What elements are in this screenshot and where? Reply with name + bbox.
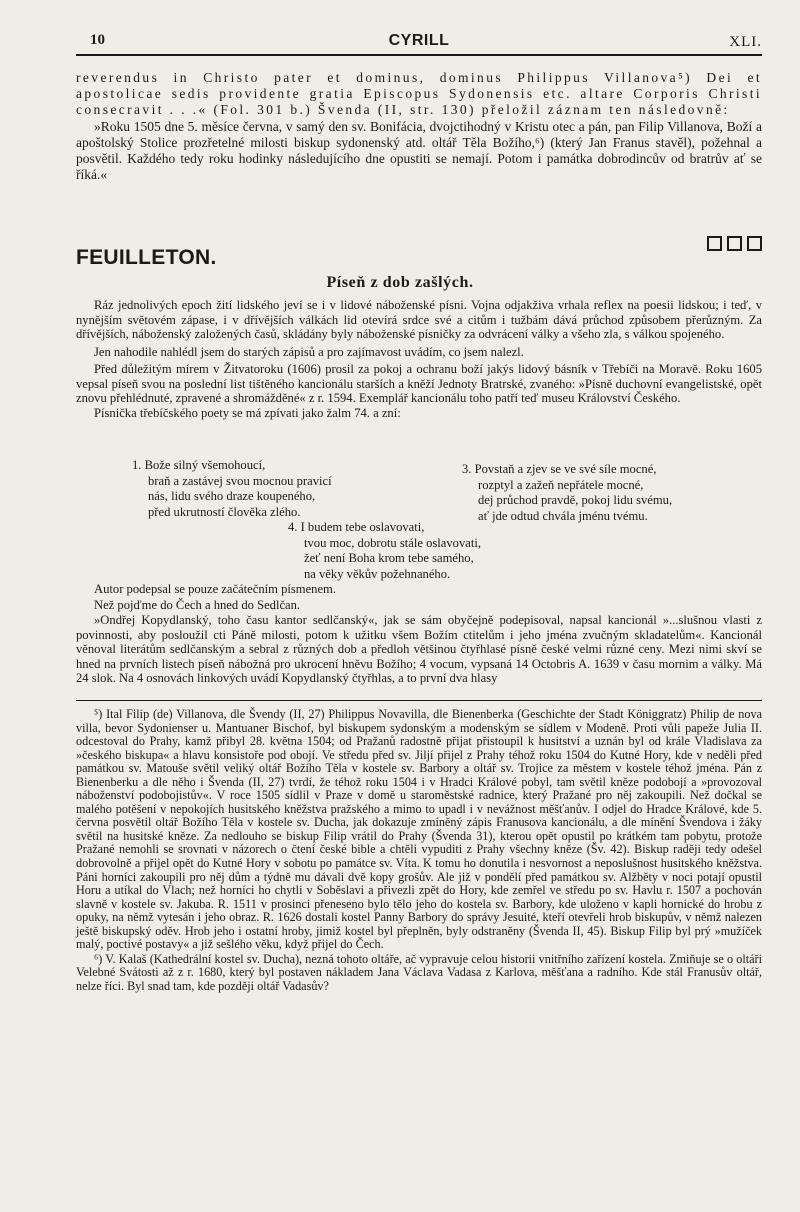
intro-paragraph: Jen nahodile nahlédl jsem do starých zápisů a pro zajímavost uvádím, co jsem nalezl. bbox=[94, 344, 524, 359]
ornament-box bbox=[727, 236, 742, 251]
verse-4 bbox=[288, 520, 481, 582]
verse-1 bbox=[132, 458, 332, 520]
verse-line: 3. Povstaň a zjev se ve své síle mocné, bbox=[462, 462, 657, 476]
page-header bbox=[76, 32, 762, 54]
body-paragraph: Než pojďme do Čech a hned do Sedlčan. bbox=[94, 597, 301, 612]
verse-line: 1. Bože silný všemohoucí, bbox=[132, 458, 266, 472]
body-paragraph: »Ondřej Kopydlanský, toho času kantor sedlčanský«, jak se sám obyčejně podepisoval, napsal kancionál »...slušnou vlasti z povinnosti, aby posloužil cti Páně milosti, potom k užitku všem Božím ctitelům i jeho jména zvučným skladatelům«. Kancionál věnoval literátům sedlčanským a sebral z různých dob a předloh většinou čtyřhlasé písně české velmi různé ceny. Mezi nimi skví se hned na prvních listech píseň nábožná pro ukrocení hněvu Božího; 4 vocum, vypsaná 14 Octobris A. 1639 v času mornim a války. Má 24 slok. Na 4 osnovách linkových uvádí Kopydlanský čtyřhlas, a to první dva hlasy bbox=[76, 613, 762, 685]
footnotes bbox=[76, 708, 762, 993]
verse-line: nás, lidu svého draze koupeného, bbox=[148, 489, 316, 503]
verse-line: tvou moc, dobrotu stále oslavovati, bbox=[304, 535, 481, 550]
top-text bbox=[76, 70, 762, 183]
verse-line: před ukrutností člověka zlého. bbox=[148, 504, 301, 519]
footnote-divider bbox=[76, 700, 762, 701]
article-title: Píseň z dob zašlých. bbox=[326, 274, 474, 291]
verse-line: dej průchod pravdě, pokoj lidu svému, bbox=[478, 493, 673, 507]
verse-line: 4. I budem tebe oslavovati, bbox=[288, 520, 425, 534]
body-paragraph: Autor podepsal se pouze začátečním písmenem. bbox=[94, 582, 336, 596]
article-continuation bbox=[76, 582, 762, 686]
verse-line: braň a zastávej svou mocnou pravicí bbox=[148, 473, 332, 488]
verse-3 bbox=[462, 462, 672, 524]
ornament-boxes bbox=[707, 236, 762, 251]
footnote-6: ⁶) V. Kalaš (Kathedrální kostel sv. Ducha), nezná tohoto oltáře, ač vypravuje celou historii vnitřního zařízení kostela. Zmiňuje se o oltáři Velebné Svátosti až z r. 1680, který byl postaven nákladem Jana Václava Vadasa z Karlova, měšťana a radního. Kde stál Franusův oltář, nelze říci. Byl snad tam, kde později oltář Vadasův? bbox=[76, 951, 762, 993]
running-title: CYRILL bbox=[388, 32, 450, 49]
ornament-box bbox=[747, 236, 762, 251]
volume-number: XLI. bbox=[729, 34, 762, 50]
header-rule bbox=[76, 54, 762, 56]
verse-line: ať jde odtud chvála jménu tvému. bbox=[478, 508, 648, 523]
verse-line: na věky věkův požehnaného. bbox=[304, 566, 451, 581]
intro-paragraph: Ráz jednolivých epoch žití lidského jeví se i v lidové náboženské písni. Vojna odjakživa vrhala reflex na poesii lidskou; i teď, v nynějším světovém zápase, i v dřívějších válkách lid otevírá srdce své a citům i tužbám dává průchod způsobem přerůzným. Za dřívějších, náboženský založených časů, skládány byly náboženské písničky za odvrácení války a všeho zla, s válkou spojeného. bbox=[76, 298, 762, 341]
verse-line: rozptyl a zažeň nepřátele mocné, bbox=[478, 477, 644, 492]
page-number: 10 bbox=[90, 32, 105, 48]
article-intro bbox=[76, 298, 762, 420]
ornament-box bbox=[707, 236, 722, 251]
latin-inscription: reverendus in Christo pater et dominus, dominus Philippus Villanova⁵) Dei et apostolicae sedis providente gratia Episcopus Sydonensis etc. altare Corporis Christi consecravit . . .« (Fol. 301 b.) Švenda (II, str. 130) přeložil záznam ten následovně: bbox=[76, 70, 762, 117]
verse-line: žeť není Boha krom tebe samého, bbox=[304, 551, 474, 565]
section-heading: FEUILLETON. bbox=[76, 246, 217, 269]
intro-paragraph: Před důležitým mírem v Žitvatoroku (1606) prosil za pokoj a ochranu boží jakýs lidový básník v Třebíči na Moravě. Roku 1605 vepsal píseň svou na poslední list tištěného kancionálu starších a kněží Jednoty Bratrské, zvaného: »Písně duchovní evangelistské, opět znovu přehlédnuté, zpravené a shromážděné« z r. 1594. Exemplář kancionálu toho patří teď museu Království Českého. bbox=[76, 362, 762, 405]
translation-paragraph: »Roku 1505 dne 5. měsíce června, v samý den sv. Bonifácia, dvojctihodný v Kristu otec a pán, pan Filip Villanova, Boží a apoštolský Stolice prozřetelné milosti biskup sydonenský atd. oltář Těla Božího,⁶) (který Jan Franus stavěl), požehnal a posvětil. Každého tedy roku hodinky následujícího dne opustiti se nemají. Potom i památka dobrodincův od bratrův ať se říká.« bbox=[76, 119, 762, 182]
intro-paragraph: Písnička třebíčského poety se má zpívati jako žalm 74. a zní: bbox=[94, 405, 401, 420]
footnote-5: ⁵) Ital Filip (de) Villanova, dle Švendy (II, 27) Philippus Novavilla, dle Bienenberka (Geschichte der Stadt Königgratz) Philip de nova villa, bevor Sydonienser u. Mantuaner Bischof, byl biskupem sydonským a modenským se sídlem v Modeně. Proti vůli papeže Julia II. odcestoval do Prahy, kamž přibyl 28. května 1504; od Pražanů radostně přijat přistoupil k husitství a uznán byl od krále Vladislava za »českého biskupa« a hlavu konsistoře pod obojí. Ve středu před sv. Jiljí přijel z Prahy téhož roku 1504 do Kutné Hory, kde v neděli před památkou sv. Matouše světil veliký oltář Božího Těla v kostele sv. Barbory a oltář sv. Trojice za městem v kostele téhož jména. Pán z Bienenberku a dle něho i Švenda (II, 27) tvrdí, že téhož roku 1504 i v Hradci Králové pobyl, tam světil kněze podobojí a »provozoval náboženství podobojistův«. V roce 1505 sídlil v Praze v domě u staroměstské radnice, který Pražané pro něj zakoupili. Než dočkal se malého potěšení v nepokojích husitského kněžstva pražského a mimo to upadl i v nevážnost měšťanův. I odjel do Hradce Králové, kde 5. června posvětil oltář Božího Těla v kostele sv. Ducha, jak dokazuje zmíněný zápis Franusova kancionálu, a dle mínění Švendova i žáky světil na husitské kněze. Za nedlouho se biskup Filip vrátil do Prahy (Švenda 31), kterou opět opustil po krátkém tam pobytu, protože Pražané nemohli se srovnati v názorech o čtení české bible a chtěli vypuditi z Prahy všechny kněze (Šv. 42). Biskup raději tedy odešel dobrovolně a přijel opět do Kutné Hory v sobotu po památce sv. Víta. K tomu ho donutila i nesvornost a neposlušnost husitského kněžstva. Páni horníci zakoupili pro něj dům a týdně mu dávali dvě kopy grošův. Ale již v pondělí před památkou sv. Alžběty v noci potají opustil Horu a utíkal do Vlach; než horníci ho chytli v Soběslavi a přivezli zpět do Hory, kde zemřel ve středu po sv. Havlu r. 1507 a pochován slavně v kostele sv. Jakuba. R. 1511 v prosinci přeneseno bylo tělo jeho do kostela sv. Barbory, kde uloženo v kapli hornické do hrobu z opuky, na němž vytesán i jeho obraz. R. 1626 dostali kostel Panny Barbory do správy Jesuité, kteří otevřeli hrob biskupův, v němž nalezen ještě biskupský oděv. Hrob jeho i ostatní hroby, jimiž kostel byl přeplněn, byly odstraněny (Švenda II, 45). Biskup Filip byl prý »mužíček malý, poctivé postavy« a již sešlého věku, když přijel do Čech. bbox=[76, 707, 762, 952]
